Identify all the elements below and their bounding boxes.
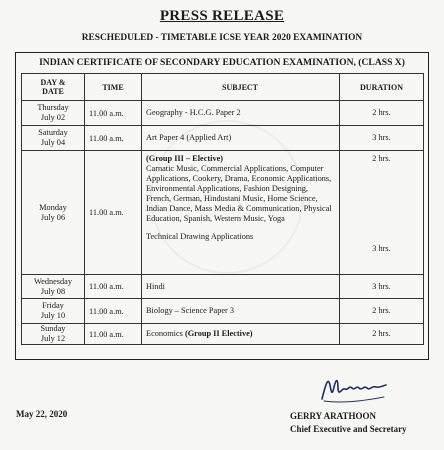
timetable-frame [15,52,429,360]
col-time: TIME [85,74,142,101]
table-header-row [22,74,424,101]
table-row [22,299,424,324]
table-row [22,324,424,345]
extra-duration: 3 hrs. [372,244,391,253]
subject-cell: Biology – Science Paper 3 [142,299,340,324]
time-cell: 11.00 a.m. [85,299,142,324]
release-date: May 22, 2020 [16,409,68,419]
day-date-cell: Saturday July 04 [22,126,85,151]
subject-cell: Art Paper 4 (Applied Art) [142,126,340,151]
subject-cell: Hindi [142,275,340,299]
table-row [22,151,424,275]
duration-cell: 2 hrs. [340,101,424,126]
time-cell: 11.00 a.m. [85,151,142,275]
duration-cell: 2 hrs. [340,324,424,345]
page-subtitle: RESCHEDULED - TIMETABLE ICSE YEAR 2020 EXAMINATION [81,33,363,43]
signature-image [318,373,390,407]
group-label: (Group III – Elective) [146,154,224,163]
time-cell: 11.00 a.m. [85,275,142,299]
table-row [22,126,424,151]
duration-cell: 2 hrs. [340,299,424,324]
time-cell: 11.00 a.m. [85,126,142,151]
subject-list: Carnatic Music, Commercial Applications, Computer Applications, Cookery, Drama, Economic Applications, Environmental Applications, Fashion Designing, French, German, Hindustani Music, Home Science, Indian Dance, Mass Media & Communication, Physical Education, Spanish, Western Music, Yoga [146,164,332,223]
subject-cell [142,151,340,275]
col-subject: SUBJECT [142,74,340,101]
col-duration: DURATION [340,74,424,101]
duration-cell: 2 hrs. 3 hrs. [340,151,424,275]
day-date-cell: Friday July 10 [22,299,85,324]
day-date-cell: Sunday July 12 [22,324,85,345]
duration-cell: 3 hrs. [340,275,424,299]
subject-cell: Economics (Group II Elective) [142,324,340,345]
time-cell: 11.00 a.m. [85,324,142,345]
day-date-cell: Monday July 06 [22,151,85,275]
extra-subject: Technical Drawing Applications [146,232,254,241]
time-cell: 11.00 a.m. [85,101,142,126]
duration-cell: 3 hrs. [340,126,424,151]
timetable [21,73,424,345]
subject-cell: Geography - H.C.G. Paper 2 [142,101,340,126]
col-day-date: DAY & DATE [22,74,85,101]
day-date-cell: Wednesday July 08 [22,275,85,299]
page-title: PRESS RELEASE [159,8,285,24]
exam-heading: INDIAN CERTIFICATE OF SECONDARY EDUCATION EXAMINATION, (CLASS X) [39,57,405,68]
signatory-role: Chief Executive and Secretary [290,424,407,434]
signatory-name: GERRY ARATHOON [290,411,376,421]
table-row [22,275,424,299]
day-date-cell: Thursday July 02 [22,101,85,126]
table-row [22,101,424,126]
